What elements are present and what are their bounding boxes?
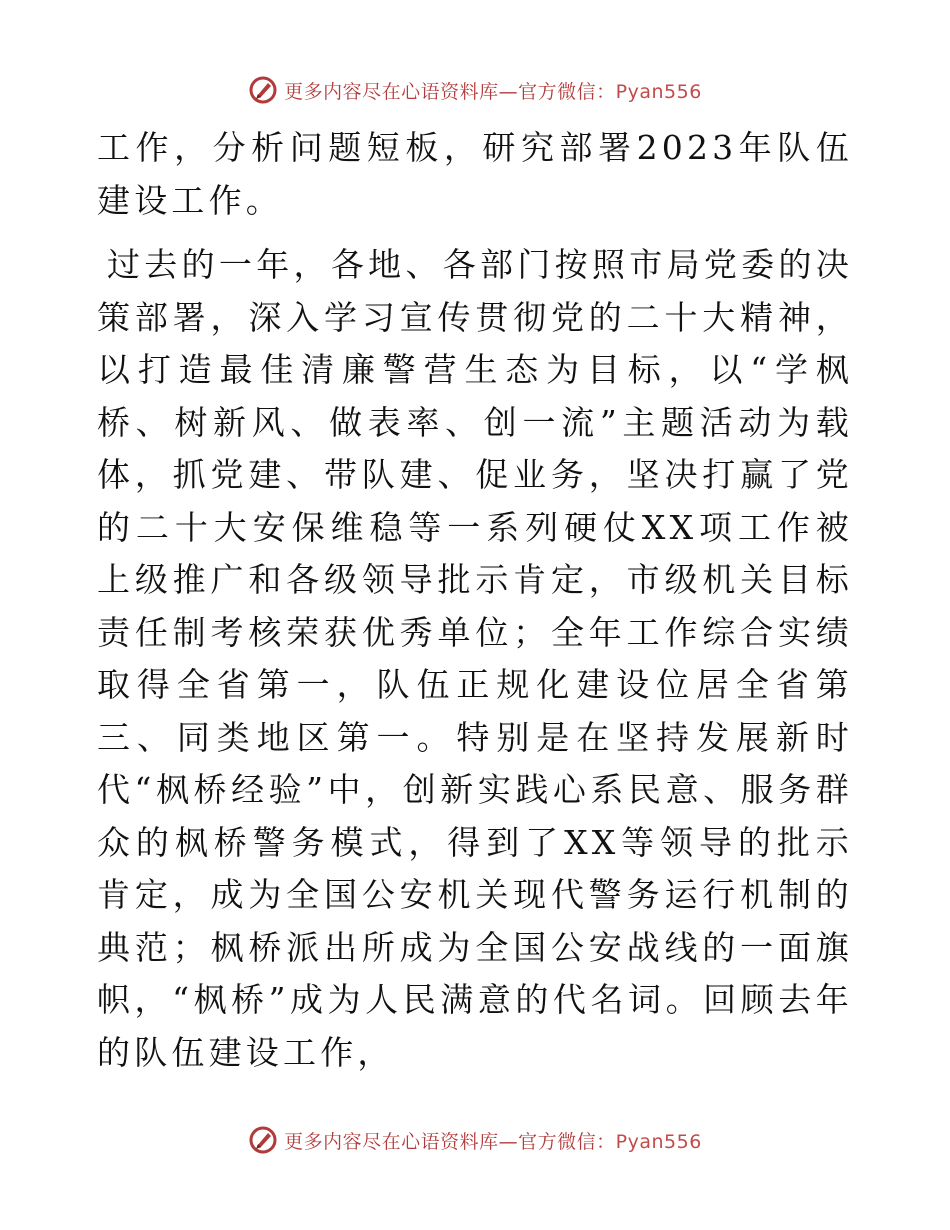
paragraph-1: 工作，分析问题短板，研究部署2023年队伍建设工作。 [97,128,853,220]
pen-circle-logo-icon [248,75,278,105]
paragraph-2: 过去的一年，各地、各部门按照市局党委的决策部署，深入学习宣传贯彻党的二十大精神，以打造最佳清廉警营生态为目标，以“学枫桥、树新风、做表率、创一流”主题活动为载体，抓党建、带队建、促业务，坚决打赢了党的二十大安保维稳等一系列硬仗XX项工作被上级推广和各级领导批示肯定，市级机关目标责任制考核荣获优秀单位；全年工作综合实绩取得全省第一，队伍正规化建设位居全省第三、同类地区第一。特别是在坚持发展新时代“枫桥经验”中，创新实践心系民意、服务群众的枫桥警务模式，得到了XX等领导的批示肯定，成为全国公安机关现代警务运行机制的典范；枫桥派出所成为全国公安战线的一面旗帜，“枫桥”成为人民满意的代名词。回顾去年的队伍建设工作， [97,245,853,1072]
header-watermark [0,70,950,110]
watermark-wechat-id: Pyan556 [615,80,702,103]
watermark-text: 更多内容尽在心语资料库—官方微信：Pyan556 [284,1130,702,1153]
document-body [97,122,853,1079]
watermark-text: 更多内容尽在心语资料库—官方微信：Pyan556 [284,80,702,103]
watermark-wechat-id: Pyan556 [615,1130,702,1153]
footer-watermark [0,1120,950,1160]
pen-circle-logo-icon [248,1125,278,1155]
